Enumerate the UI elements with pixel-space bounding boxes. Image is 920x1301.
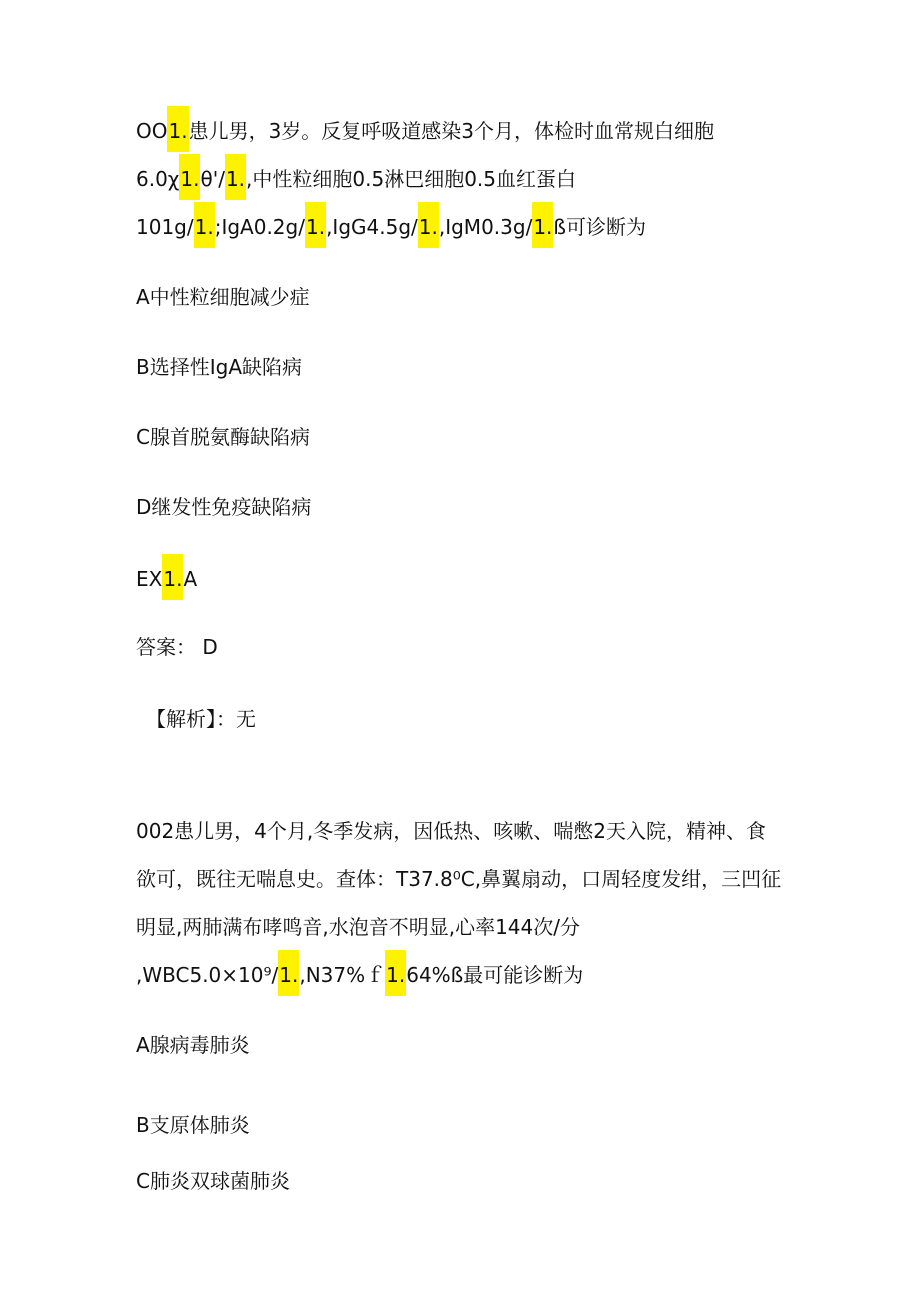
highlight-mark: 1. xyxy=(279,963,299,987)
highlight-mark: 1. xyxy=(194,215,214,239)
highlight-mark: 1. xyxy=(418,215,438,239)
highlight-mark: 1. xyxy=(305,215,326,239)
highlight-mark: 1. xyxy=(225,167,246,191)
q1-option-a: A中性粒细胞减少症 xyxy=(136,285,310,309)
q1-stem-line-2: 6.0χ1.θ'/1.,中性粒细胞0.5淋巴细胞0.5血红蛋白 xyxy=(136,167,577,191)
q1-option-b: B选择性IgA缺陷病 xyxy=(136,355,302,379)
q2-option-b: B支原体肺炎 xyxy=(136,1113,250,1137)
q2-stem-line-4: ,WBC5.0×10⁹/1.,N37%ｆ1.64%ß最可能诊断为 xyxy=(136,963,584,987)
q1-extra-line: EX1.A xyxy=(136,567,198,591)
q2-option-c: C肺炎双球菌肺炎 xyxy=(136,1169,290,1193)
q1-option-d: D继发性免疫缺陷病 xyxy=(136,495,312,519)
q2-stem-line-3: 明显,两肺满布哮鸣音,水泡音不明显,心率144次/分 xyxy=(136,915,580,939)
highlight-mark: 1. xyxy=(386,963,406,987)
q1-analysis: 【解析】：无 xyxy=(146,707,256,731)
q2-stem-line-2: 欲可，既往无喘息史。查体：T37.8⁰C,鼻翼扇动，口周轻度发绀，三凹征 xyxy=(136,867,782,891)
q1-stem-line-1: OO1.患儿男，3岁。反复呼吸道感染3个月，体检时血常规白细胞 xyxy=(136,119,715,143)
q2-stem-line-1: 002患儿男，4个月,冬季发病，因低热、咳嗽、喘憋2天入院，精神、食 xyxy=(136,819,766,843)
highlight-mark: 1. xyxy=(163,567,183,591)
q1-option-c: C腺首脱氨酶缺陷病 xyxy=(136,425,310,449)
q1-stem-line-3: 101g/1.;IgA0.2g/1.,IgG4.5g/1.,IgM0.3g/1.ß可诊断为 xyxy=(136,215,647,239)
highlight-mark: 1. xyxy=(168,119,188,143)
q2-option-a: A腺病毒肺炎 xyxy=(136,1033,250,1057)
highlight-mark: 1. xyxy=(533,215,553,239)
q1-answer: 答案： D xyxy=(136,635,218,659)
highlight-mark: 1. xyxy=(180,167,200,191)
